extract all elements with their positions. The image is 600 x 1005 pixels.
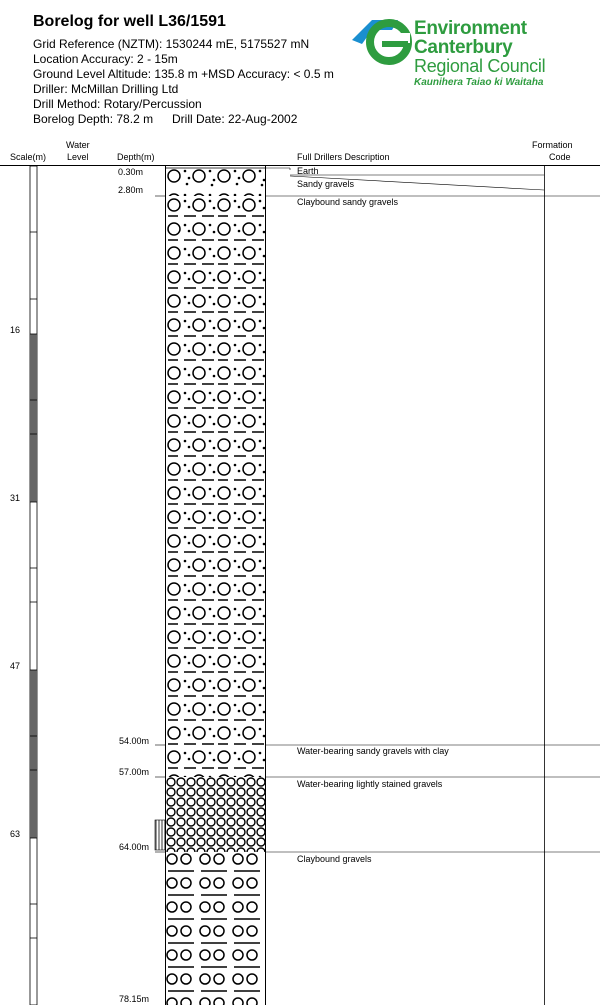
scale-label: 31 bbox=[10, 493, 21, 503]
drill-method: Drill Method: Rotary/Percussion bbox=[33, 97, 202, 111]
column-header-description: Full Drillers Description bbox=[297, 152, 390, 162]
scale-label: 63 bbox=[10, 829, 21, 839]
driller: Driller: McMillan Drilling Ltd bbox=[33, 82, 179, 96]
borelog-depth: Borelog Depth: 78.2 m bbox=[33, 112, 154, 126]
column-header-water-1: Water bbox=[66, 140, 90, 150]
logo-emblem-icon bbox=[352, 20, 410, 61]
depth-label: 78.15m bbox=[118, 994, 149, 1004]
column-header-depth: Depth(m) bbox=[117, 152, 155, 162]
column-header-formation-2: Code bbox=[549, 152, 571, 162]
scale-label: 16 bbox=[10, 325, 21, 335]
borelog-title: Borelog for well L36/1591 bbox=[33, 13, 226, 30]
drill-date: Drill Date: 22-Aug-2002 bbox=[172, 112, 298, 126]
depth-label: 64.00m bbox=[118, 842, 149, 852]
location-accuracy: Location Accuracy: 2 - 15m bbox=[33, 52, 178, 66]
ground-level-altitude: Ground Level Altitude: 135.8 m +MSD Accuracy: < 0.5 m bbox=[33, 67, 334, 81]
column-header-water-2: Level bbox=[67, 152, 89, 162]
layer-description: Water-bearing lightly stained gravels bbox=[297, 779, 443, 789]
depth-label: 2.80m bbox=[117, 185, 143, 195]
column-header-scale: Scale(m) bbox=[10, 152, 47, 162]
depth-label: 57.00m bbox=[118, 767, 149, 777]
logo-text-regional-council: Regional Council bbox=[414, 56, 546, 76]
logo-text-maori-name: Kaunihera Taiao ki Waitaha bbox=[414, 77, 544, 88]
depth-label: 54.00m bbox=[118, 736, 149, 746]
scale-label: 47 bbox=[10, 661, 21, 671]
layer-description: Claybound sandy gravels bbox=[297, 197, 399, 207]
column-header-formation-1: Formation bbox=[532, 140, 573, 150]
layer-description: Earth bbox=[297, 166, 319, 176]
depth-label: 0.30m bbox=[117, 167, 143, 177]
grid-reference: Grid Reference (NZTM): 1530244 mE, 5175527 mN bbox=[33, 37, 310, 51]
logo-text-canterbury: Canterbury bbox=[414, 37, 513, 58]
logo-text-environment: Environment bbox=[414, 18, 527, 39]
layer-description: Water-bearing sandy gravels with clay bbox=[297, 746, 449, 756]
layer-description: Claybound gravels bbox=[297, 854, 372, 864]
layer-description: Sandy gravels bbox=[297, 179, 355, 189]
